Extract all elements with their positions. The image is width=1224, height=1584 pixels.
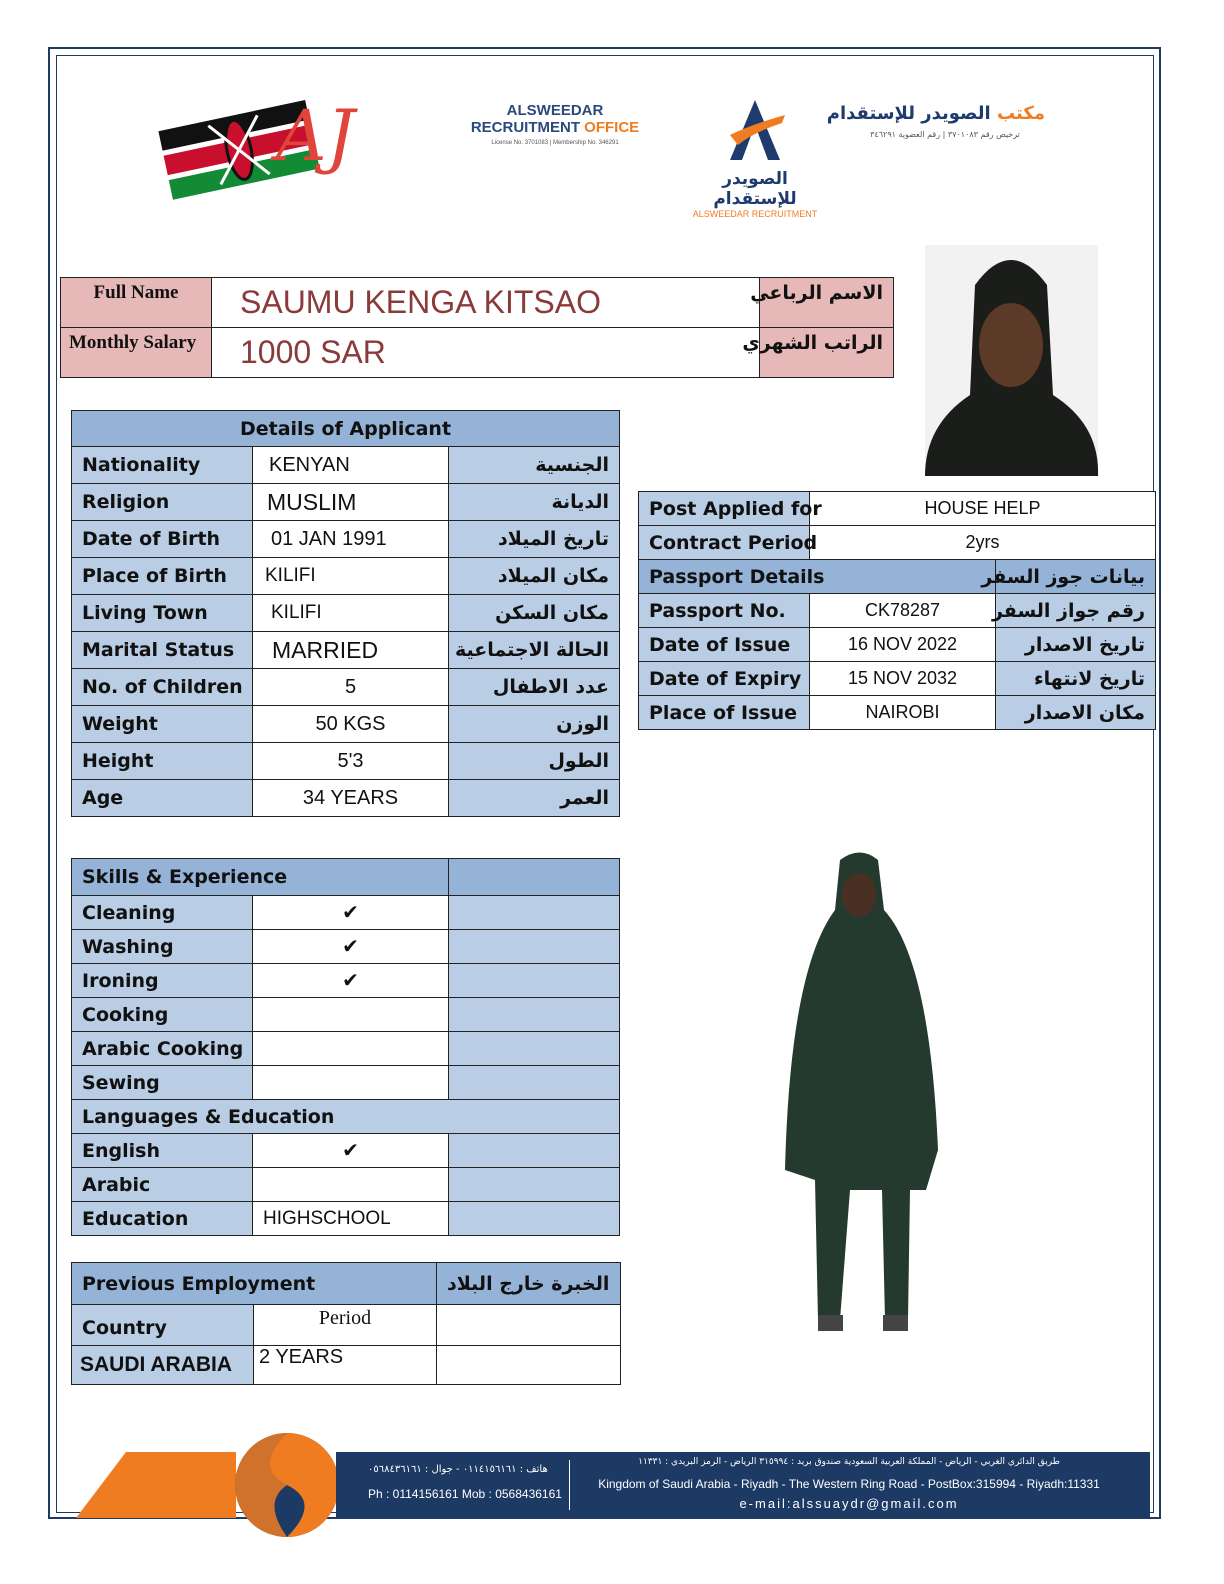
period-label: Period <box>254 1305 437 1346</box>
passport-ar: تاريخ الاصدار <box>996 628 1156 662</box>
contract-value: 2yrs <box>810 526 1156 560</box>
passport-label: Date of Issue <box>639 628 810 662</box>
post-value: HOUSE HELP <box>810 492 1156 526</box>
skills-title: Skills & Experience <box>72 859 449 896</box>
detail-ar: العمر <box>449 780 620 817</box>
footer-logo-icon <box>232 1432 342 1538</box>
skill-blank <box>449 964 620 998</box>
passport-value: 15 NOV 2032 <box>810 662 996 696</box>
detail-value: 01 JAN 1991 <box>253 521 449 558</box>
passport-ar: مكان الاصدار <box>996 696 1156 730</box>
detail-ar: الديانة <box>449 484 620 521</box>
detail-label: Religion <box>72 484 253 521</box>
footer-phone-ar: هاتف : ٠١١٤١٥٦١٦١ - جوال : ٠٥٦٨٤٣٦١٦١ <box>368 1464 548 1475</box>
logo-line-1: ALSWEEDAR <box>506 102 604 119</box>
language-check <box>253 1168 449 1202</box>
skill-blank <box>449 1066 620 1100</box>
applicant-portrait-photo <box>925 245 1098 476</box>
detail-ar: الطول <box>449 743 620 780</box>
logo-line-3: OFFICE <box>584 119 640 136</box>
language-blank <box>449 1168 620 1202</box>
aj-monogram: AJ <box>276 95 355 177</box>
detail-value: 5'3 <box>253 743 449 780</box>
post-label: Post Applied for <box>639 492 810 526</box>
country-label: Country <box>72 1305 254 1346</box>
passport-value: NAIROBI <box>810 696 996 730</box>
detail-value: KENYAN <box>253 447 449 484</box>
contract-label: Contract Period <box>639 526 810 560</box>
center-logo-en: ALSWEEDAR RECRUITMENT <box>692 209 818 219</box>
passport-header: Passport Details <box>639 560 996 594</box>
passport-value: CK78287 <box>810 594 996 628</box>
language-label: Arabic <box>72 1168 253 1202</box>
detail-label: Date of Birth <box>72 521 253 558</box>
footer-divider <box>569 1460 570 1510</box>
detail-value: 34 YEARS <box>253 780 449 817</box>
detail-label: Place of Birth <box>72 558 253 595</box>
kenya-flag-logo <box>158 85 368 210</box>
detail-label: Nationality <box>72 447 253 484</box>
logo-line-2: RECRUITMENT <box>470 119 580 136</box>
skills-header-blank <box>449 859 620 896</box>
employment-table <box>71 1262 621 1385</box>
skill-check: ✔ <box>253 964 449 998</box>
detail-ar: الجنسية <box>449 447 620 484</box>
passport-ar: رقم جواز السفر <box>996 594 1156 628</box>
details-title: Details of Applicant <box>72 411 620 447</box>
detail-label: Height <box>72 743 253 780</box>
education-label: Education <box>72 1202 253 1236</box>
detail-ar: الوزن <box>449 706 620 743</box>
salary-label: Monthly Salary <box>61 328 212 378</box>
salary-value: 1000 SAR <box>212 328 760 378</box>
skill-check <box>253 998 449 1032</box>
full-name-label: Full Name <box>61 278 212 328</box>
a-mark-icon <box>710 95 800 165</box>
skill-label: Cleaning <box>72 896 253 930</box>
right-logo-ar-1: مكتب <box>990 103 1045 124</box>
footer-bar <box>336 1452 1150 1518</box>
footer-orange-shape <box>76 1452 236 1518</box>
skill-blank <box>449 998 620 1032</box>
skill-blank <box>449 896 620 930</box>
employment-title: Previous Employment <box>72 1263 437 1305</box>
period-value: 2 YEARS <box>254 1346 437 1385</box>
passport-label: Place of Issue <box>639 696 810 730</box>
skill-check: ✔ <box>253 896 449 930</box>
alsweedar-right-logo <box>826 103 1045 139</box>
logo-license: License No. 3701083 | Membership No. 346291 <box>491 140 619 146</box>
detail-label: Weight <box>72 706 253 743</box>
skill-blank <box>449 930 620 964</box>
right-logo-ar-2: الصويدر للإستقدام <box>826 103 991 124</box>
passport-ar: تاريخ لانتهاء <box>996 662 1156 696</box>
passport-value: 16 NOV 2022 <box>810 628 996 662</box>
detail-value: MARRIED <box>253 632 449 669</box>
passport-header-ar: بيانات جوز السفر <box>996 560 1156 594</box>
passport-label: Date of Expiry <box>639 662 810 696</box>
full-name-ar: الاسم الرباعي <box>760 278 894 328</box>
footer-address-en: Kingdom of Saudi Arabia - Riyadh - The Western Ring Road - PostBox:315994 - Riyadh:11331 <box>598 1477 1100 1491</box>
skills-table <box>71 858 620 1236</box>
detail-value: 50 KGS <box>253 706 449 743</box>
detail-ar: عدد الاطفال <box>449 669 620 706</box>
footer-address-ar: طريق الدائري الغربي - الرياض - المملكة العربية السعودية صندوق بريد : ٣١٥٩٩٤ الرياض - الرمز البريدي : ١١٣٣١ <box>638 1457 1060 1467</box>
footer-email: e-mail:alssuaydr@gmail.com <box>739 1496 959 1511</box>
alsweedar-center-logo <box>680 95 830 219</box>
skill-label: Washing <box>72 930 253 964</box>
country-value: SAUDI ARABIA <box>72 1346 254 1385</box>
passport-label: Passport No. <box>639 594 810 628</box>
right-logo-sub: ترخيص رقم ٣٧٠١٠٨٣ | رقم العضوية ٣٤٦٢٩١ <box>870 130 1020 139</box>
full-name-value: SAUMU KENGA KITSAO <box>212 278 760 328</box>
detail-value: 5 <box>253 669 449 706</box>
skill-check: ✔ <box>253 930 449 964</box>
detail-ar: مكان السكن <box>449 595 620 632</box>
passport-table <box>638 491 1156 730</box>
detail-ar: الحالة الاجتماعية <box>449 632 620 669</box>
detail-value: MUSLIM <box>253 484 449 521</box>
education-value: HIGHSCHOOL <box>253 1202 449 1236</box>
detail-value: KILIFI <box>253 558 449 595</box>
education-blank <box>449 1202 620 1236</box>
detail-ar: مكان الميلاد <box>449 558 620 595</box>
employment-title-ar: الخبرة خارج البلاد <box>437 1263 621 1305</box>
skill-label: Cooking <box>72 998 253 1032</box>
skill-label: Ironing <box>72 964 253 998</box>
detail-label: Marital Status <box>72 632 253 669</box>
detail-label: No. of Children <box>72 669 253 706</box>
language-check: ✔ <box>253 1134 449 1168</box>
skill-check <box>253 1032 449 1066</box>
skill-label: Arabic Cooking <box>72 1032 253 1066</box>
language-blank <box>449 1134 620 1168</box>
skill-blank <box>449 1032 620 1066</box>
detail-label: Living Town <box>72 595 253 632</box>
details-table <box>71 410 620 817</box>
language-label: English <box>72 1134 253 1168</box>
detail-value: KILIFI <box>253 595 449 632</box>
skill-label: Sewing <box>72 1066 253 1100</box>
salary-ar: الراتب الشهري <box>760 328 894 378</box>
detail-label: Age <box>72 780 253 817</box>
employment-blank <box>437 1305 621 1346</box>
applicant-full-photo <box>780 850 940 1355</box>
skill-check <box>253 1066 449 1100</box>
footer-phone-en: Ph : 0114156161 Mob : 0568436161 <box>368 1487 562 1501</box>
detail-ar: تاريخ الميلاد <box>449 521 620 558</box>
employment-blank <box>437 1346 621 1385</box>
center-logo-ar: الصويدر للإستقدام <box>713 169 797 209</box>
languages-title: Languages & Education <box>72 1100 620 1134</box>
alsweedar-office-logo <box>460 102 650 146</box>
name-salary-table <box>60 277 894 378</box>
